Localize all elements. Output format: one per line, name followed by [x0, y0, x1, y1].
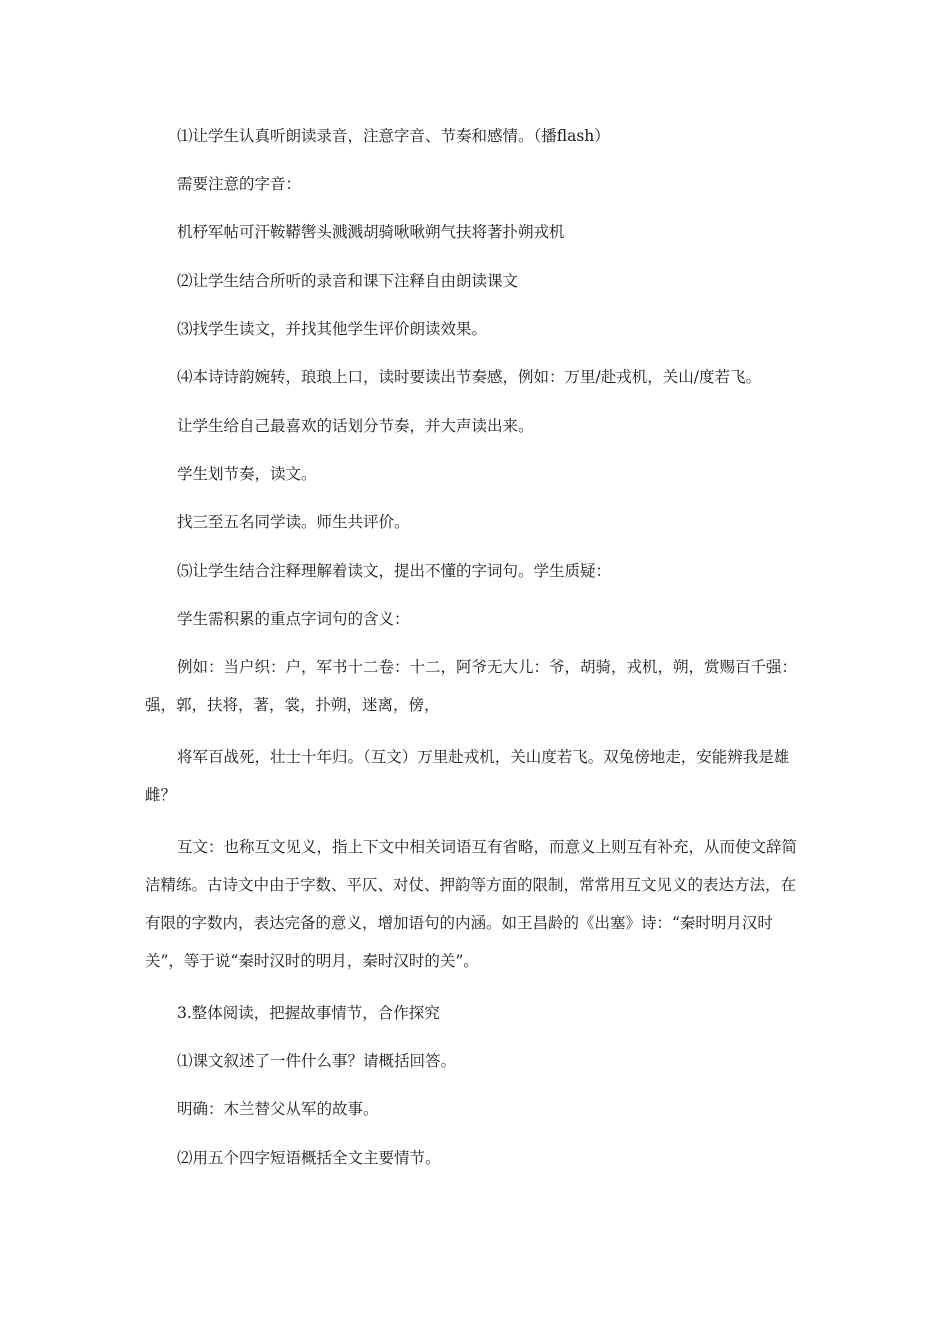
paragraph-8: 学生划节奏，读文。 [177, 465, 317, 483]
paragraph-3: 机杼军帖可汗鞍鞯辔头溅溅胡骑啾啾朔气扶将著扑朔戎机 [177, 223, 565, 241]
paragraph-7: 让学生给自己最喜欢的话划分节奏，并大声读出来。 [177, 417, 534, 435]
paragraph-18: ⑵用五个四字短语概括全文主要情节。 [177, 1149, 441, 1167]
paragraph-5: ⑶找学生读文，并找其他学生评价朗读效果。 [177, 320, 488, 338]
paragraph-9: 找三至五名同学读。师生共评价。 [177, 513, 410, 531]
paragraph-1: ⑴让学生认真听朗读录音，注意字音、节奏和感情。（播flash） [177, 127, 610, 145]
paragraph-11: 学生需积累的重点字词句的含义： [177, 610, 410, 628]
paragraph-15: 3.整体阅读，把握故事情节，合作探究 [177, 1004, 440, 1022]
paragraph-13: 将军百战死，壮士十年归。（互文）万里赴戎机，关山度若飞。双兔傍地走，安能辨我是雄雌？ [145, 748, 790, 804]
paragraph-14: 互文：也称互文见义，指上下文中相关词语互有省略，而意义上则互有补充，从而使文辞简洁精练。古诗文中由于字数、平仄、对仗、押韵等方面的限制，常常用互文见义的表达方法，在有限的字数内，表达完备的意义，增加语句的内涵。如王昌龄的《出塞》诗：“秦时明月汉时关”，等于说“秦时汉时的明月，秦时汉时的关”。 [145, 838, 798, 970]
paragraph-17: 明确：木兰替父从军的故事。 [177, 1100, 379, 1118]
paragraph-16: ⑴课文叙述了一件什么事？请概括回答。 [177, 1052, 457, 1070]
paragraph-12: 例如：当户织：户，军书十二卷：十二，阿爷无大儿：爷，胡骑，戎机，朔，赏赐百千强：强，郭，扶将，著，裳，扑朔，迷离，傍， [145, 658, 798, 714]
paragraph-10: ⑸让学生结合注释理解着读文，提出不懂的字词句。学生质疑： [177, 562, 612, 580]
paragraph-2: 需要注意的字音： [177, 175, 302, 193]
paragraph-6: ⑷本诗诗韵婉转，琅琅上口，读时要读出节奏感，例如：万里/赴戎机，关山/度若飞。 [177, 368, 761, 386]
paragraph-4: ⑵让学生结合所听的录音和课下注释自由朗读课文 [177, 272, 519, 290]
